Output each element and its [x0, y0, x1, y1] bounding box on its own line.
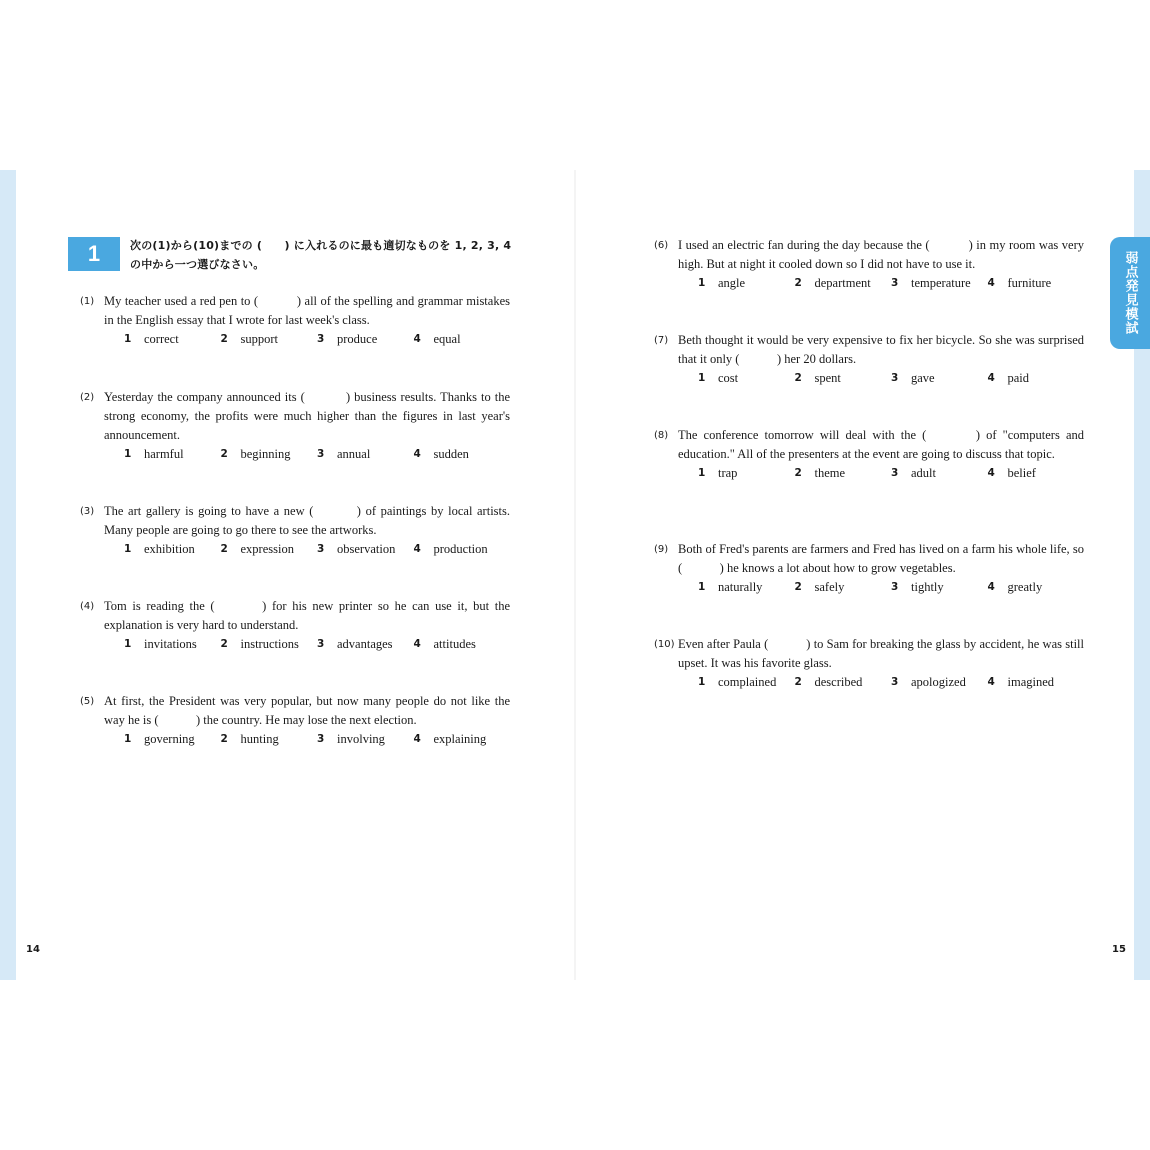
- option: equal: [433, 332, 461, 346]
- question-10: [654, 635, 1084, 692]
- option: angle: [718, 276, 746, 290]
- side-tab: 弱点発見模試: [1110, 237, 1150, 349]
- option: spent: [814, 371, 841, 385]
- question-2: [80, 388, 510, 464]
- question-number: (3): [80, 506, 95, 517]
- option: trap: [718, 466, 738, 480]
- option: complained: [718, 675, 777, 689]
- option: described: [814, 675, 863, 689]
- option: tightly: [911, 580, 944, 594]
- option: governing: [144, 732, 195, 746]
- option: theme: [814, 466, 846, 480]
- question-text: Tom is reading the ( ) for his new printer so he can use it, but the explanation is very hard to understand.: [104, 599, 510, 632]
- instruction-text: 次の(1)から(10)までの ( ) に入れるのに最も適切なものを 1, 2, 3, 4 の中から一つ選びなさい。: [130, 239, 512, 271]
- options: 1 complained 2 described 3 apologized 4 imagined: [698, 673, 1084, 692]
- page-number-left: 14: [26, 944, 40, 955]
- option: observation: [337, 542, 396, 556]
- question-number: (2): [80, 392, 95, 403]
- question-8: [654, 426, 1084, 483]
- option: naturally: [718, 580, 763, 594]
- option: safely: [814, 580, 845, 594]
- section-number-badge: 1: [68, 237, 120, 271]
- option: support: [240, 332, 278, 346]
- question-text: Even after Paula ( ) to Sam for breaking the glass by accident, he was still upset. It was his favorite glass.: [678, 637, 1084, 670]
- options: 1 exhibition 2 expression 3 observation 4 production: [124, 540, 510, 559]
- question-number: (9): [654, 544, 669, 555]
- option: adult: [911, 466, 936, 480]
- left-page-edge: [0, 170, 16, 980]
- options: 1 trap 2 theme 3 adult 4 belief: [698, 464, 1084, 483]
- option: involving: [337, 732, 385, 746]
- question-5: [80, 692, 510, 749]
- question-text: Both of Fred's parents are farmers and Fred has lived on a farm his whole life, so ( ) he knows a lot about how to grow vegetables.: [678, 542, 1084, 575]
- question-number: (4): [80, 601, 95, 612]
- options: 1 naturally 2 safely 3 tightly 4 greatly: [698, 578, 1084, 597]
- question-1: [80, 292, 510, 349]
- options: 1 angle 2 department 3 temperature 4 furniture: [698, 274, 1084, 293]
- options: 1 harmful 2 beginning 3 annual 4 sudden: [124, 445, 510, 464]
- option: sudden: [433, 447, 469, 461]
- option: annual: [337, 447, 371, 461]
- option: correct: [144, 332, 179, 346]
- question-text: Beth thought it would be very expensive to fix her bicycle. So she was surprised that it only ( ) her 20 dollars.: [678, 333, 1084, 366]
- option: temperature: [911, 276, 971, 290]
- options: 1 governing 2 hunting 3 involving 4 explaining: [124, 730, 510, 749]
- option: greatly: [1007, 580, 1043, 594]
- question-7: [654, 331, 1084, 388]
- option: cost: [718, 371, 739, 385]
- question-number: (8): [654, 430, 669, 441]
- option: exhibition: [144, 542, 195, 556]
- options: 1 correct 2 support 3 produce 4 equal: [124, 330, 510, 349]
- option: belief: [1007, 466, 1036, 480]
- question-text: The conference tomorrow will deal with the ( ) of "computers and education." All of the presenters at the event are going to discuss that topic.: [678, 428, 1084, 461]
- question-text: The art gallery is going to have a new ( ) of paintings by local artists. Many people are going to go there to see the artworks.: [104, 504, 510, 537]
- option: harmful: [144, 447, 184, 461]
- question-number: (6): [654, 240, 669, 251]
- gutter: [574, 170, 576, 980]
- option: beginning: [240, 447, 291, 461]
- option: gave: [911, 371, 935, 385]
- question-text: Yesterday the company announced its ( ) business results. Thanks to the strong economy, the profits were much higher than the figures in last year's announcement.: [104, 390, 510, 442]
- option: paid: [1007, 371, 1030, 385]
- option: produce: [337, 332, 378, 346]
- option: department: [814, 276, 871, 290]
- question-3: [80, 502, 510, 559]
- question-9: [654, 540, 1084, 597]
- question-number: (1): [80, 296, 95, 307]
- option: hunting: [240, 732, 279, 746]
- question-number: (10): [654, 639, 675, 650]
- question-6: [654, 236, 1084, 293]
- question-4: [80, 597, 510, 654]
- question-number: (5): [80, 696, 95, 707]
- option: apologized: [911, 675, 966, 689]
- question-text: I used an electric fan during the day because the ( ) in my room was very high. But at night it cooled down so I did not have to use it.: [678, 238, 1084, 271]
- option: instructions: [240, 637, 299, 651]
- question-number: (7): [654, 335, 669, 346]
- options: 1 invitations 2 instructions 3 advantages 4 attitudes: [124, 635, 510, 654]
- question-text: At first, the President was very popular, but now many people do not like the way he is ( ) the country. He may lose the next election.: [104, 694, 510, 727]
- option: advantages: [337, 637, 393, 651]
- option: furniture: [1007, 276, 1052, 290]
- option: production: [433, 542, 488, 556]
- option: attitudes: [433, 637, 476, 651]
- option: invitations: [144, 637, 197, 651]
- page-number-right: 15: [1112, 944, 1126, 955]
- question-text: My teacher used a red pen to ( ) all of the spelling and grammar mistakes in the English essay that I wrote for last week's class.: [104, 294, 510, 327]
- option: explaining: [433, 732, 487, 746]
- option: imagined: [1007, 675, 1055, 689]
- options: 1 cost 2 spent 3 gave 4 paid: [698, 369, 1084, 388]
- option: expression: [240, 542, 294, 556]
